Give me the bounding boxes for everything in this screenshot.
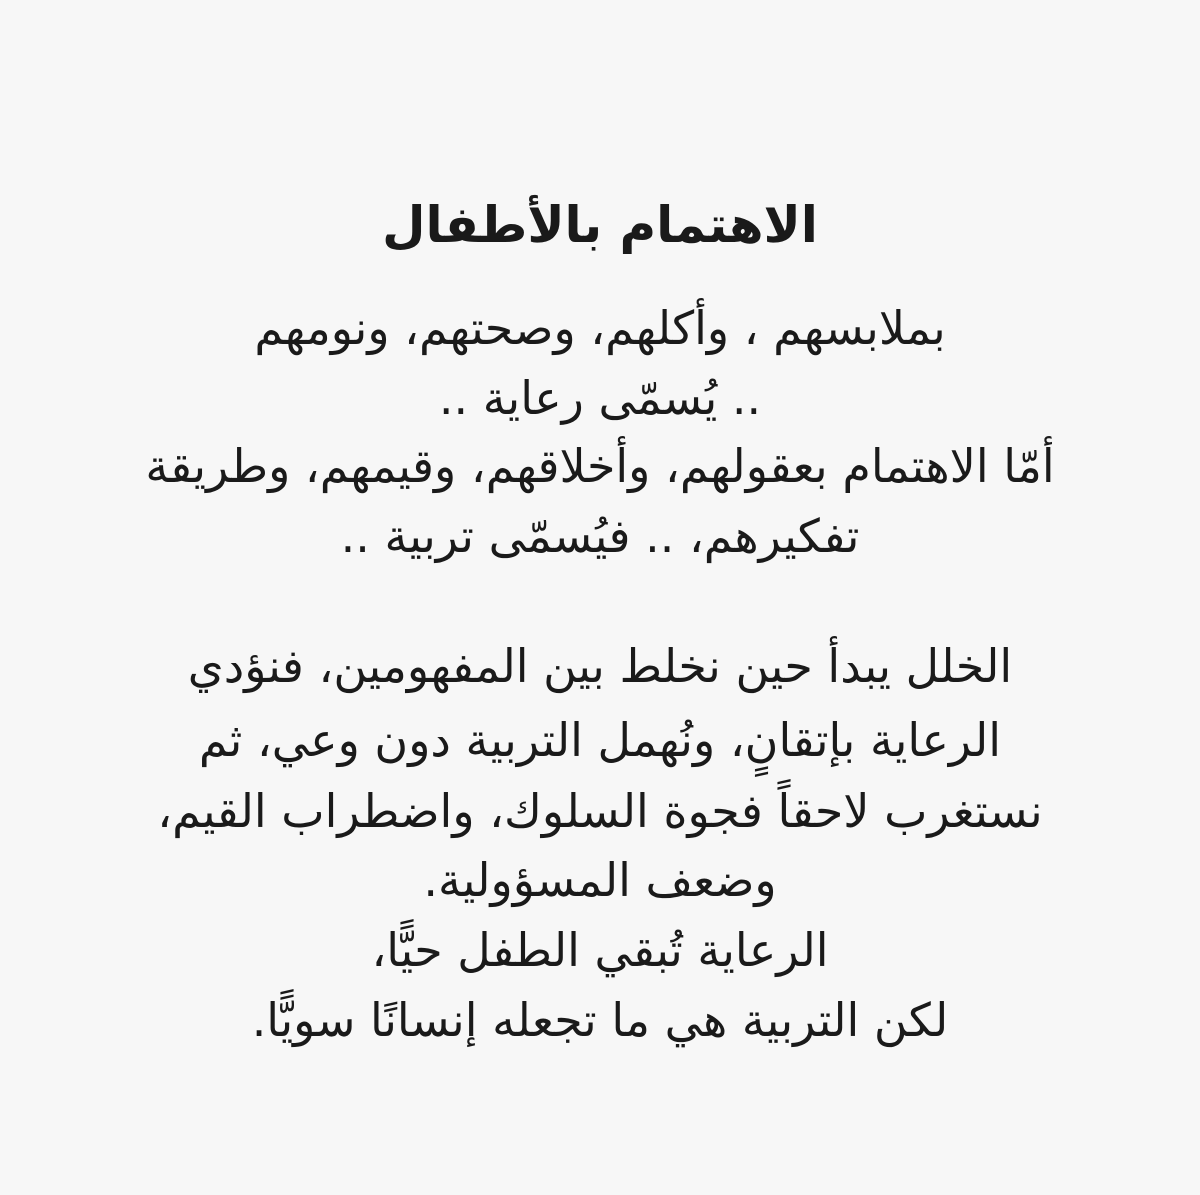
paragraph2-line-6: لكن التربية هي ما تجعله إنسانًا سويًّا. xyxy=(251,993,949,1047)
document-title: الاهتمام بالأطفال xyxy=(382,196,818,254)
paragraph1-line-1: بملابسهم ، وأكلهم، وصحتهم، ونومهم xyxy=(254,301,946,355)
paragraph2-line-2: الرعاية بإتقانٍ، ونُهمل التربية دون وعي، ثم xyxy=(198,713,1002,767)
paragraph2-line-3: نستغرب لاحقاً فجوة السلوك، واضطراب القيم، xyxy=(157,784,1043,838)
paragraph1-line-3: أمّا الاهتمام بعقولهم، وأخلاقهم، وقيمهم، وطريقة xyxy=(145,439,1055,493)
paragraph2-line-5: الرعاية تُبقي الطفل حيًّا، xyxy=(371,923,829,977)
paragraph2-line-1: الخلل يبدأ حين نخلط بين المفهومين، فنؤدي xyxy=(187,639,1013,693)
paragraph2-line-4: وضعف المسؤولية. xyxy=(423,853,777,907)
paragraph1-line-2: .. يُسمّى رعاية .. xyxy=(438,371,762,425)
paragraph1-line-4: تفكيرهم، .. فيُسمّى تربية .. xyxy=(340,509,860,563)
